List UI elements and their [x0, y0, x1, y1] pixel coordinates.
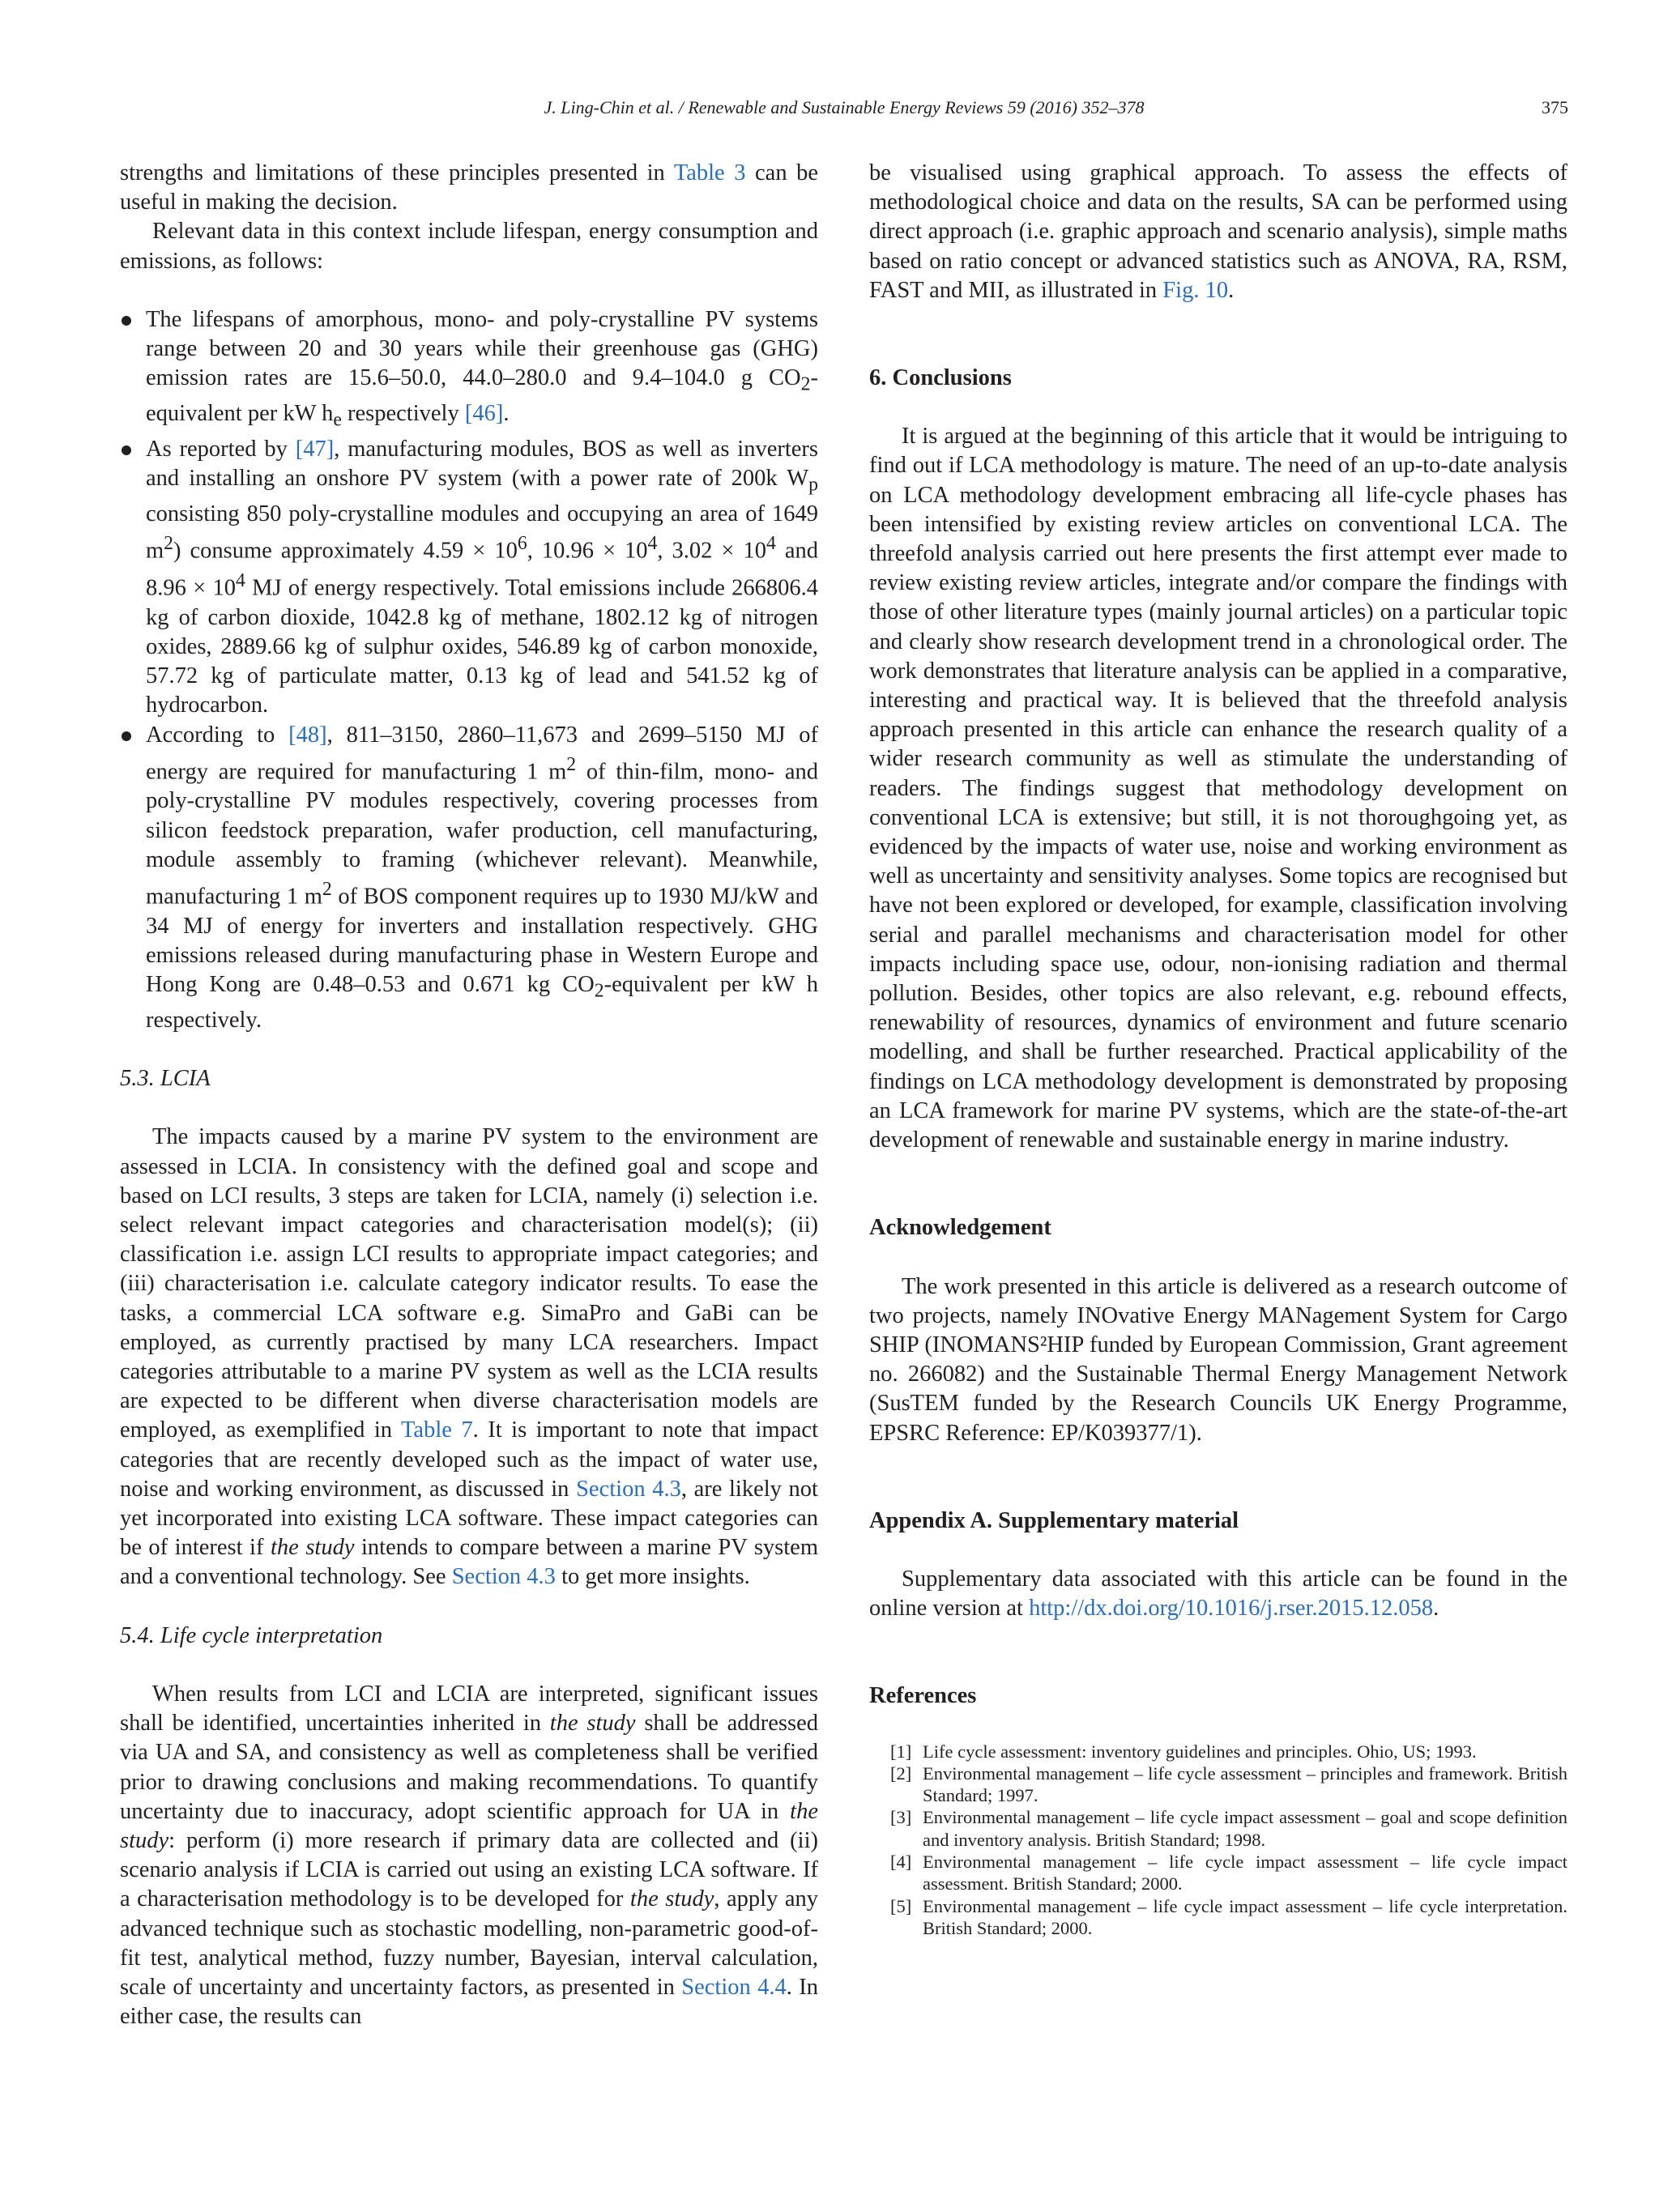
section-heading-references: References [869, 1683, 977, 1709]
paragraph: When results from LCI and LCIA are interpreted, significant issues shall be identified, uncertainties inherited in the study shall be addressed via UA and SA, and consistency as well as completeness shall be verified prior to drawing conclusions and making recommendations. To quantify uncertainty due to inaccuracy, adopt scientific approach for UA in the study: perform (i) more research if primary data are collected and (ii) scenario analysis if LCIA is carried out using an existing LCA software. If a characterisation methodology is to be developed for the study, apply any advanced technique such as stochastic modelling, non-parametric good-of-fit test, analytical method, fuzzy number, Bayesian, interval calculation, scale of uncertainty and uncertainty factors, as presented in Section 4.4. In either case, the results can [120, 1681, 819, 2030]
section-heading-acknowledgement: Acknowledgement [869, 1215, 1051, 1241]
paragraph: It is argued at the beginning of this article that it would be intriguing to find out if LCA methodology is mature. The need of an up-to-date analysis on LCA methodology development embracing all life-cycle phases has been intensified by existing review articles on conventional LCA. The threefold analysis carried out here presents the first attempt ever made to review existing review articles, integrate and/or compare the findings with those of other literature types (mainly journal articles) on a particular topic and clearly show research development trend in a chronological order. The work demonstrates that literature analysis can be applied in a comparative, interesting and practical way. It is believed that the threefold analysis approach presented in this article can enhance the research quality of a wider research community as well as stimulate the understanding of readers. The findings suggest that methodology development on conventional LCA is extensive; but still, it is not thoroughgoing yet, as evidenced by the impacts of water use, noise and working environment as well as uncertainty and sensitivity analyses. Some topics are recognised but have not been explored or developed, for example, classification involving serial and parallel mechanisms and characterisation model for other impacts including space use, odour, non-ionising radiation and thermal pollution. Besides, other topics are also relevant, e.g. rebound effects, renewability of resources, dynamics of environment and future scenario modelling, and shall be further researched. Practical applicability of the findings on LCA methodology development is demonstrated by proposing an LCA framework for marine PV systems, which are the state-of-the-art development of renewable and sustainable energy in marine industry. [869, 424, 1567, 1153]
list-item: According to [48], 811–3150, 2860–11,673 and 2699–5150 MJ of energy are required for manufacturing 1 $m^2$ of thin-film, mono- and poly-crystalline PV modules respectively, covering processes from silicon feedstock preparation, wafer production, cell manufacturing, module assembly to framing (whichever relevant). Meanwhile, manufacturing 1 $m^2$ of BOS component requires up to 1930 MJ/kW and 34 MJ of energy for inverters and installation respectively. GHG emissions released during manufacturing phase in Western Europe and Hong Kong are 0.48–0.53 and 0.671 kg $CO_2$-equivalent per kW h respectively. [120, 721, 818, 1036]
doi-link[interactable]: http://dx.doi.org/10.1016/j.rser.2015.12.058 [1029, 1596, 1434, 1622]
reference-list [869, 1741, 1567, 1940]
paragraph: The work presented in this article is delivered as a research outcome of two projects, namely INOvative Energy MANagement System for Cargo SHIP (INOMANS²HIP funded by European Commission, Grant agreement no. 266082) and the Sustainable Thermal Energy Management Network (SusTEM funded by the Research Councils UK Energy Programme, EPSRC Reference: EP/K039377/1). [869, 1273, 1567, 1446]
left-column [120, 159, 818, 2031]
section-heading-appendix-a: Appendix A. Supplementary material [869, 1507, 1239, 1533]
section-heading-conclusions: 6. Conclusions [869, 365, 1012, 391]
reference-item: [2] Environmental management – life cycle assessment – principles and framework. British Standard; 1997. [890, 1762, 1567, 1806]
reference-item: [3] Environmental management – life cycle impact assessment – goal and scope definition and inventory analysis. British Standard; 1998. [890, 1807, 1567, 1850]
list-item: The lifespans of amorphous, mono- and poly-crystalline PV systems range between 20 and 30 years while their greenhouse gas (GHG) emission rates are 15.6–50.0, 44.0–280.0 and 9.4–104.0 g $CO_2$-equivalent per kW $h_e$ respectively [46]. [120, 305, 818, 435]
table-3-link[interactable]: Table 3 [673, 160, 746, 185]
paragraph: Relevant data in this context include lifespan, energy consumption and emissions, as follows: [120, 219, 818, 274]
right-column [869, 159, 1567, 1939]
reference-47-link[interactable]: [47] [295, 437, 335, 462]
figure-10-link[interactable]: Fig. 10 [1162, 277, 1229, 303]
section-heading-5-3: 5.3. LCIA [120, 1066, 211, 1092]
section-4-3-link[interactable]: Section 4.3 [451, 1564, 556, 1590]
table-7-link[interactable]: Table 7 [401, 1417, 473, 1443]
paragraph: Supplementary data associated with this article can be found in the online version at http://dx.doi.org/10.1016/j.rser.2015.12.058. [869, 1566, 1567, 1622]
running-header [120, 97, 1568, 130]
paragraph: strengths and limitations of these principles presented in Table 3 can be useful in making the decision. [120, 160, 819, 215]
paragraph: be visualised using graphical approach. To assess the effects of methodological choice and data on the results, SA can be performed using direct approach (i.e. graphic approach and scenario analysis), simple maths based on ratio concept or advanced statistics such as ANOVA, RA, RSM, FAST and MII, as illustrated in Fig. 10. [869, 160, 1567, 303]
reference-item: [5] Environmental management – life cycle impact assessment – life cycle interpretation. British Standard; 2000. [890, 1895, 1567, 1938]
reference-item: [4] Environmental management – life cycle impact assessment – life cycle impact assessment. British Standard; 2000. [890, 1852, 1567, 1894]
bullet-list [120, 305, 818, 1035]
section-heading-5-4: 5.4. Life cycle interpretation [120, 1622, 383, 1648]
journal-running-title: J. Ling-Chin et al. / Renewable and Sustainable Energy Reviews 59 (2016) 352–378 [544, 97, 1145, 117]
reference-46-link[interactable]: [46] [464, 401, 504, 427]
list-item: As reported by [47], manufacturing modules, BOS as well as inverters and installing an onshore PV system (with a power rate of 200k $W_p$ consisting 850 poly-crystalline modules and occupying an area of 1649 $m^2$) consume approximately $4.59 \times 10^6$, $10.96 \times 10^4$, $3.02 \times 10^4$ and $8.96 \times 10^4$ MJ of energy respectively. Total emissions include 266806.4 kg of carbon dioxide, 1042.8 kg of methane, 1802.12 kg of nitrogen oxides, 2889.66 kg of sulphur oxides, 546.89 kg of carbon monoxide, 57.72 kg of particulate matter, 0.13 kg of lead and 541.52 kg of hydrocarbon. [120, 435, 818, 721]
page-number: 375 [1542, 97, 1568, 117]
paragraph: The impacts caused by a marine PV system to the environment are assessed in LCIA. In consistency with the defined goal and scope and based on LCI results, 3 steps are taken for LCIA, namely (i) selection i.e. select relevant impact categories and characterisation model(s); (ii) classification i.e. assign LCI results to appropriate impact categories; and (iii) characterisation i.e. calculate category indicator results. To ease the tasks, a commercial LCA software e.g. SimaPro and GaBi can be employed, as currently practised by many LCA researchers. Impact categories attributable to a marine PV system as well as the LCIA results are expected to be different when diverse characterisation models are employed, as exemplified in Table 7. It is important to note that impact categories that are recently developed such as the impact of water use, noise and working environment, as discussed in Section 4.3, are likely not yet incorporated into existing LCA software. These impact categories can be of interest if the study intends to compare between a marine PV system and a conventional technology. See Section 4.3 to get more insights. [120, 1124, 818, 1590]
reference-48-link[interactable]: [48] [288, 722, 327, 748]
section-4-4-link[interactable]: Section 4.4 [681, 1974, 787, 2000]
reference-item: [1] Life cycle assessment: inventory guidelines and principles. Ohio, US; 1993. [890, 1741, 1477, 1762]
section-4-3-link[interactable]: Section 4.3 [576, 1476, 681, 1502]
